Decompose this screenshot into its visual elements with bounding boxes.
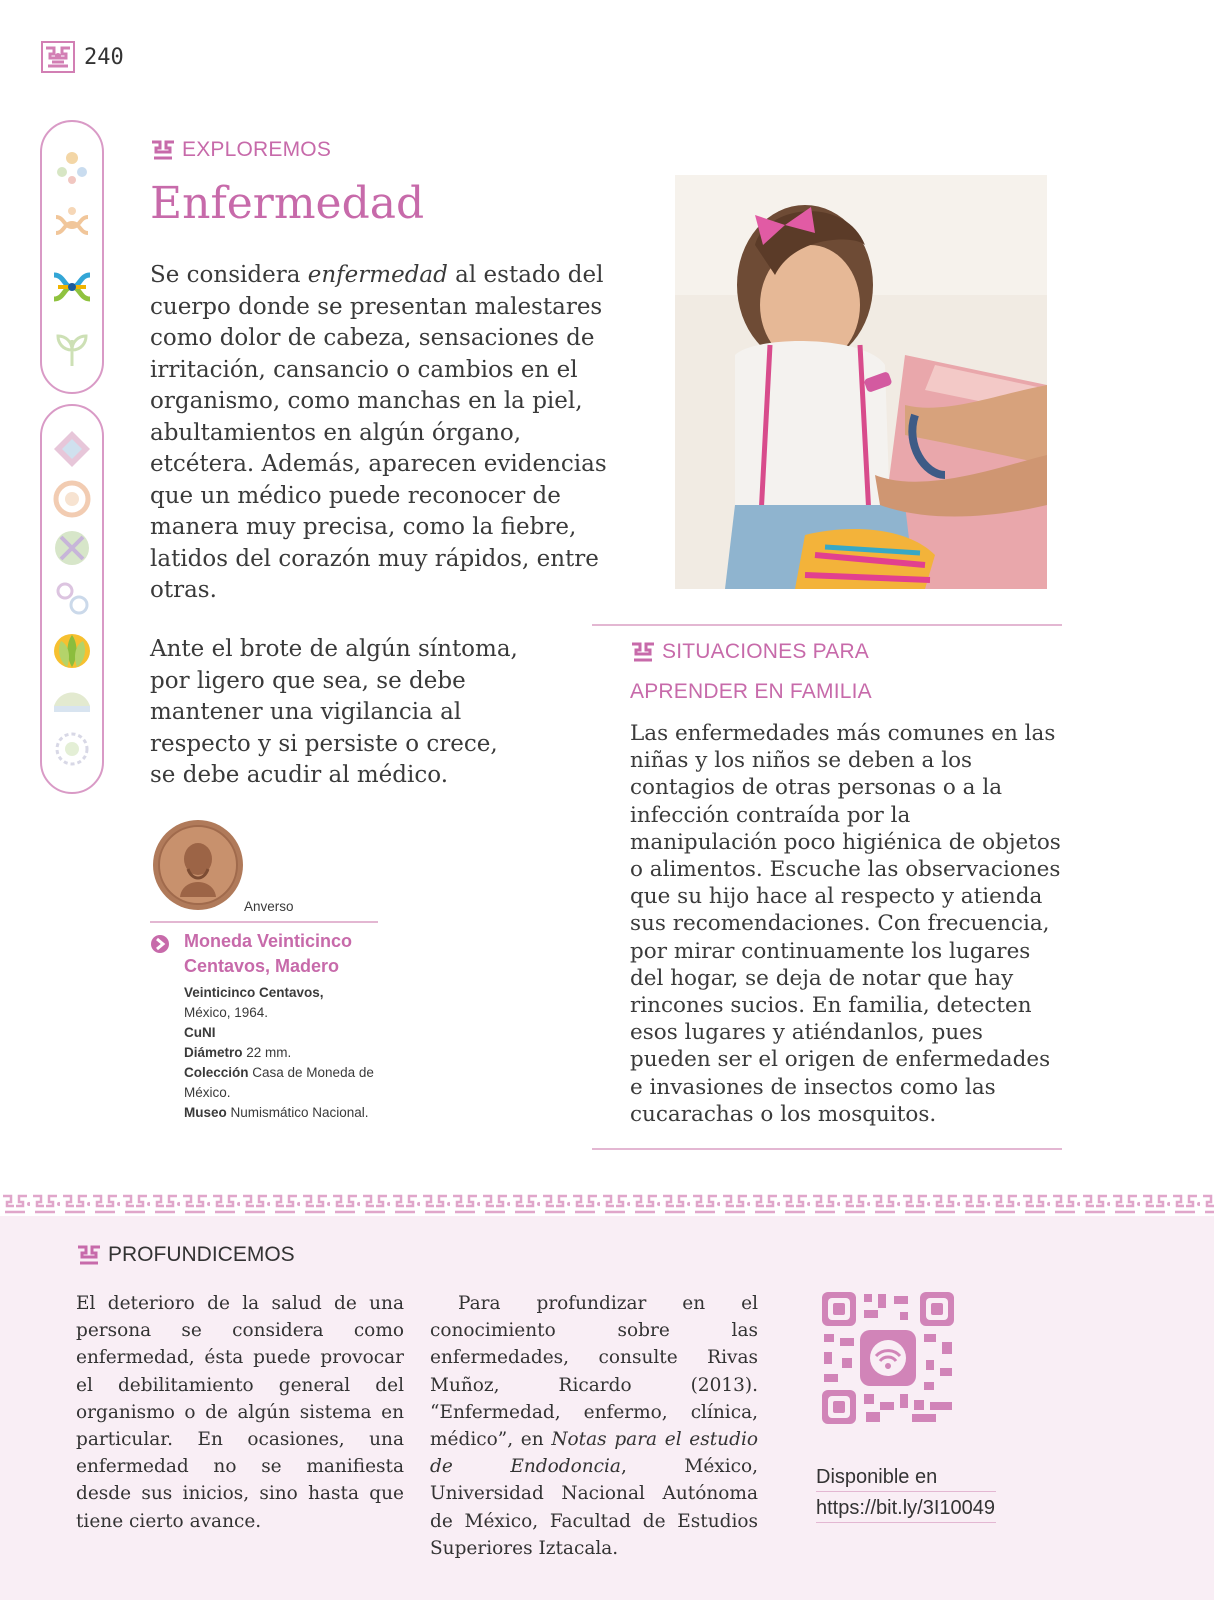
link-icon	[51, 577, 93, 619]
intro-text-post: al estado del cuerpo donde se presentan malestares como dolor de cabeza, sensaciones de irritación, cansancio o cambios en el organismo, como manchas en la piel, abultamientos en algún órgano, etcétera. Además, aparecen evidencias que un médico puede reconocer de manera muy precisa, como la fiebre, latidos del corazón muy rápidos, entre otras.	[150, 262, 607, 603]
diamond-icon	[51, 428, 93, 470]
spiral-icon	[51, 478, 93, 520]
circle-dots-icon	[51, 728, 93, 770]
coin-title: Moneda Veinticinco Centavos, Madero	[184, 931, 353, 976]
tree-icon	[50, 144, 94, 188]
coin-detail-line: Colección Casa de Moneda de México.	[184, 1065, 374, 1100]
reference-title: Notas para el estudio de Endodoncia	[430, 1429, 758, 1478]
child-bandage-photo	[675, 175, 1047, 589]
glyph-icon	[630, 640, 656, 664]
reference-post: , México, Universidad Nacional Autónoma de México, Facultad de Estudios Superiores Iztacala.	[430, 1456, 758, 1559]
section-label-exploremos	[150, 138, 331, 162]
decorative-band	[0, 1192, 1214, 1216]
available-label: Disponible en	[816, 1466, 996, 1492]
exploremos-label: EXPLOREMOS	[182, 138, 332, 161]
resource-link[interactable]: https://bit.ly/3I10049	[816, 1497, 996, 1523]
intro-term: enfermedad	[307, 262, 448, 288]
profundicemos-heading	[76, 1243, 295, 1267]
advice-paragraph: Ante el brote de algún síntoma, por ligero que sea, se debe mantener una vigilancia al respecto y si persiste o crece, se debe acudir al médico.	[150, 636, 518, 788]
chevron-right-icon	[150, 934, 174, 954]
page-number: 240	[84, 44, 124, 70]
people-icon	[50, 203, 94, 247]
intro-text-pre: Se considera	[150, 262, 308, 288]
family-situations-box	[592, 624, 1062, 1150]
coin-image	[152, 819, 244, 911]
situaciones-label-1: SITUACIONES PARA	[662, 640, 870, 663]
page-title: Enfermedad	[150, 178, 425, 229]
coin-detail-line: Museo Numismático Nacional.	[184, 1105, 369, 1120]
plant-icon	[50, 326, 94, 370]
photo	[675, 175, 1047, 589]
coin-divider	[150, 921, 378, 923]
coin-detail-line: Diámetro 22 mm.	[184, 1045, 292, 1060]
community-icon	[48, 263, 96, 311]
coin-detail-line: CuNI	[184, 1025, 216, 1040]
coin-detail-line: Veinticinco Centavos,	[184, 985, 324, 1000]
sidebar-topic-nav	[40, 404, 104, 794]
profundicemos-col2	[430, 1290, 758, 1562]
intro-paragraph	[150, 260, 630, 607]
hill-icon	[50, 680, 94, 720]
qr-code-icon[interactable]	[820, 1290, 956, 1426]
situaciones-text: Las enfermedades más comunes en las niñas y los niños se deben a los contagios de otras personas o a la infección contraída por la manipulación poco higiénica de objetos o alimentos. Escuche las observaciones que su hijo hace al respecto y atienda sus recomendaciones. Con frecuencia, por mirar continuamente los lugares del hogar, se deja de notar que hay rincones sucios. En familia, detecten esos lugares y atiéndanlos, pues pueden ser el origen de enfermedades e invasiones de insectos como las cucarachas o los mosquitos.	[630, 721, 1061, 1127]
reference-pre: Para profundizar en el conocimiento sobre las enfermedades, consulte Rivas Muñoz, Ricardo (2013). “Enfermedad, enfermo, clínica, médico”, en	[430, 1293, 758, 1451]
page-header	[40, 40, 124, 74]
cross-box-icon	[51, 527, 93, 569]
glyph-icon	[76, 1243, 102, 1267]
situaciones-label-2: APRENDER EN FAMILIA	[630, 680, 872, 703]
situaciones-heading	[630, 640, 869, 664]
sidebar-section-nav	[40, 120, 104, 394]
lotus-icon	[49, 627, 95, 673]
glyph-icon	[40, 40, 76, 74]
coin-side-label: Anverso	[244, 899, 294, 914]
coin-details	[184, 983, 384, 1123]
glyph-icon	[150, 138, 176, 162]
coin-detail-line: México, 1964.	[184, 1005, 269, 1020]
profundicemos-label: PROFUNDICEMOS	[108, 1243, 295, 1266]
profundicemos-col1: El deterioro de la salud de una persona se considera como enfermedad, ésta puede provocar el debilitamiento general del organismo o de algún sistema en particular. En ocasiones, una enfermedad no se manifiesta desde sus inicios, sino hasta que tiene cierto avance.	[76, 1293, 404, 1532]
